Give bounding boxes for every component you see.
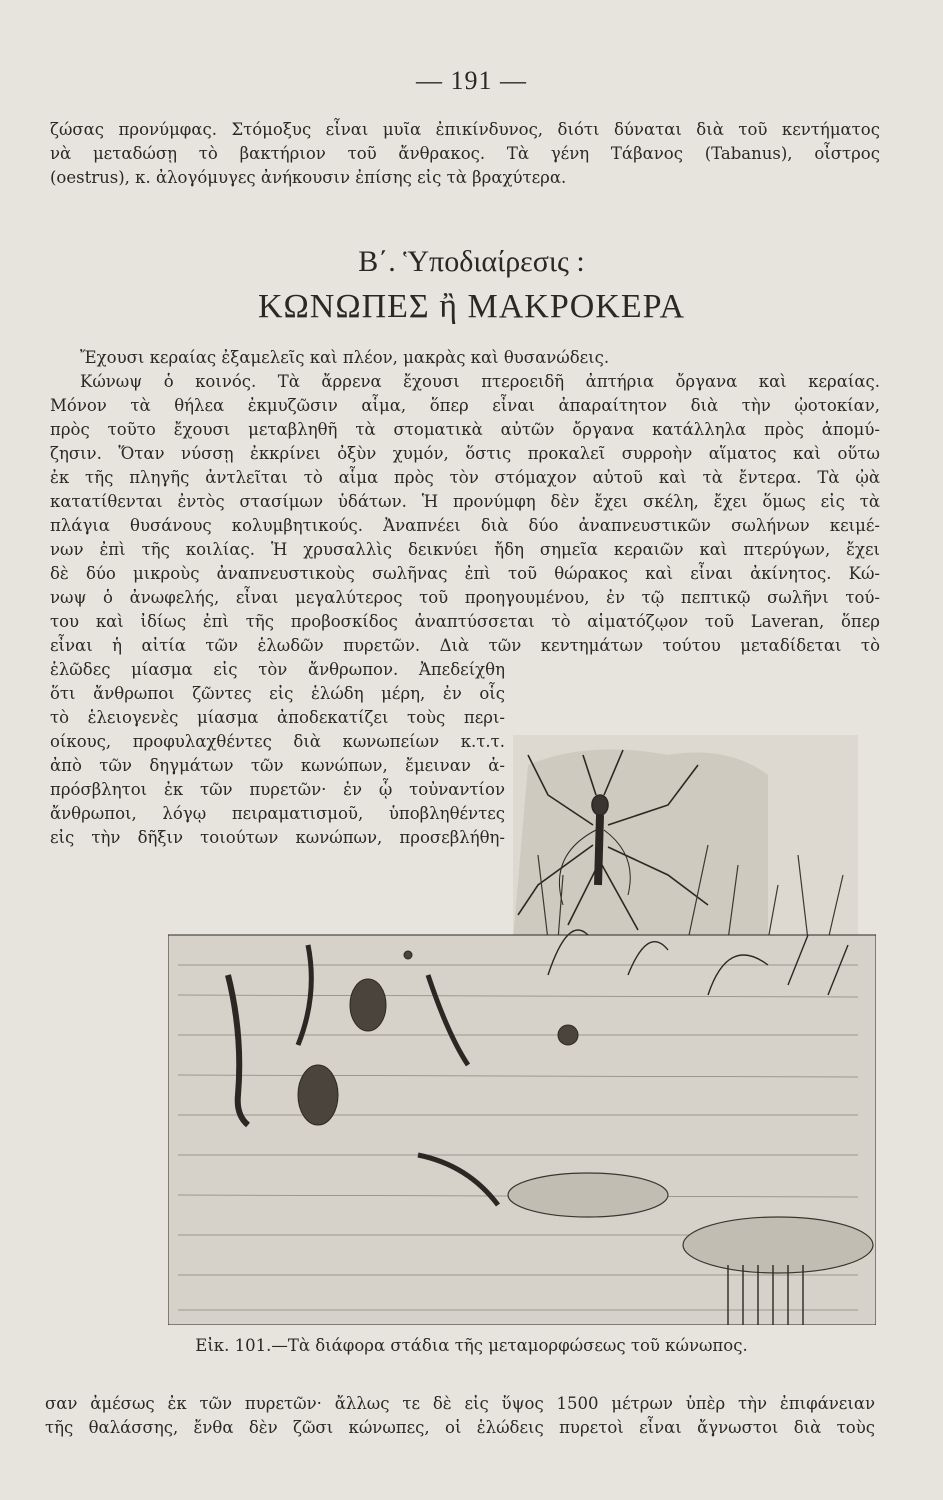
main-paragraph [50,346,880,658]
text-line: κατατίθενται ἐντὸς στασίμων ὑδάτων. Ἡ προνύμφη δὲν ἔχει σκέλη, ἔχει ὅμως εἰς τὰ [50,492,880,511]
text-line: τὸ ἑλειογενὲς μίασμα ἀποδεκατίζει τοὺς περι- [50,708,505,727]
text-line: νὰ μεταδώσῃ τὸ βακτήριον τοῦ ἄνθρακος. Τὰ γένη Τάβανος (Tabanus), οἶστρος [50,144,880,163]
text-line: Μόνον τὰ θήλεα ἐκμυζῶσιν αἷμα, ὅπερ εἶναι ἀπαραίτητον διὰ τὴν ᾠοτοκίαν, [50,396,880,415]
text-line: ζησιν. Ὅταν νύσσῃ ἐκκρίνει ὀξὺν χυμόν, ὅστις προκαλεῖ συρροὴν αἵματος καὶ οὕτω [50,444,880,463]
text-line: νωψ ὁ ἀνωφελής, εἶναι μεγαλύτερος τοῦ προηγουμένου, ἐν τῷ πεπτικῷ σωλῆνι τού- [50,588,880,607]
section-subtitle: Β΄. Ὑποδιαίρεσις : [358,245,585,278]
mosquito-metamorphosis-illustration [168,735,876,1325]
text-line: πρόσβλητοι ἐκ τῶν πυρετῶν· ἐν ᾧ τοὐναντίον [50,780,505,799]
text-line: τῆς θαλάσσης, ἔνθα δὲν ζῶσι κώνωπες, οἱ ἑλώδεις πυρετοὶ εἶναι ἄγνωστοι διὰ τοὺς [45,1418,875,1437]
intro-paragraph [50,118,880,190]
text-line: ἑλῶδες μίασμα εἰς τὸν ἄνθρωπον. Ἀπεδείχθη [50,660,505,679]
text-line: πλάγια θυσάνους κολυμβητικούς. Ἀναπνέει διὰ δύο ἀναπνευστικῶν σωλήνων κειμέ- [50,516,880,535]
text-line: σαν ἀμέσως ἐκ τῶν πυρετῶν· ἄλλως τε δὲ εἰς ὕψος 1500 μέτρων ὑπὲρ τὴν ἐπιφάνειαν [45,1394,875,1413]
footer-paragraph [45,1392,875,1440]
pond-scene [168,930,876,1325]
text-line: ἀπὸ τῶν δηγμάτων τῶν κωνώπων, ἔμειναν ἀ- [50,756,505,775]
section-title: ΚΩΝΩΠΕΣ ἢ ΜΑΚΡΟΚΕΡΑ [257,288,686,325]
text-line: ἐκ τῆς πληγῆς ἀντλεῖται τὸ αἷμα πρὸς τὸν στόμαχον αὐτοῦ καὶ τὰ ἔντερα. Τὰ ᾠὰ [50,468,880,487]
text-line: ζώσας προνύμφας. Στόμοξυς εἶναι μυῖα ἐπικίνδυνος, διότι δύναται διὰ τοῦ κεντήματος [50,120,880,139]
text-line: εἶναι ἡ αἰτία τῶν ἑλωδῶν πυρετῶν. Διὰ τῶν κεντημάτων τούτου μεταδίδεται τὸ [50,636,880,655]
text-line: Κώνωψ ὁ κοινός. Τὰ ἄρρενα ἔχουσι πτεροειδῆ ἀπτήρια ὄργανα καὶ κεραίας. [80,372,880,391]
text-line: νων ἐπὶ τῆς κοιλίας. Ἡ χρυσαλλὶς δεικνύει ἤδη σημεῖα κεραιῶν καὶ πτερύγων, ἔχει [50,540,880,559]
text-line: δὲ δύο μικροὺς ἀναπνευστικοὺς σωλῆνας ἐπὶ τοῦ θώρακος καὶ εἶναι ἀκίνητος. Κώ- [50,564,880,583]
text-line: ἄνθρωποι, λόγῳ πειραματισμοῦ, ὑποβληθέντες [50,804,505,823]
text-line: οίκους, προφυλαχθέντες διὰ κωνωπείων κ.τ.τ. [50,732,505,751]
text-line: πρὸς τοῦτο ἔχουσι μεταβληθῆ τὰ στοματικὰ αὐτῶν ὄργανα κατάλληλα πρὸς ἀπομύ- [50,420,880,439]
text-line: ὅτι ἄνθρωποι ζῶντες εἰς ἑλώδη μέρη, ἐν οἷς [50,684,505,703]
text-line: εἰς τὴν δῆξιν τοιούτων κωνώπων, προσεβλήθη- [50,828,505,847]
text-line: Ἔχουσι κεραίας ἐξαμελεῖς καὶ πλέον, μακρὰς καὶ θυσανώδεις. [80,348,610,367]
text-line: του καὶ ἰδίως ἐπὶ τῆς προβοσκίδος ἀναπτύσσεται τὸ αἱματόζῳον τοῦ Laveran, ὅπερ [50,612,880,631]
adult-mosquito-panel [513,735,858,940]
figure-caption: Εἰκ. 101.—Τὰ διάφορα στάδια τῆς μεταμορφώσεως τοῦ κώνωπος. [195,1336,748,1355]
text-line: (oestrus), κ. ἀλογόμυγες ἀνήκουσιν ἐπίσης εἰς τὰ βραχύτερα. [50,168,567,187]
page-number: — 191 — [416,66,527,95]
